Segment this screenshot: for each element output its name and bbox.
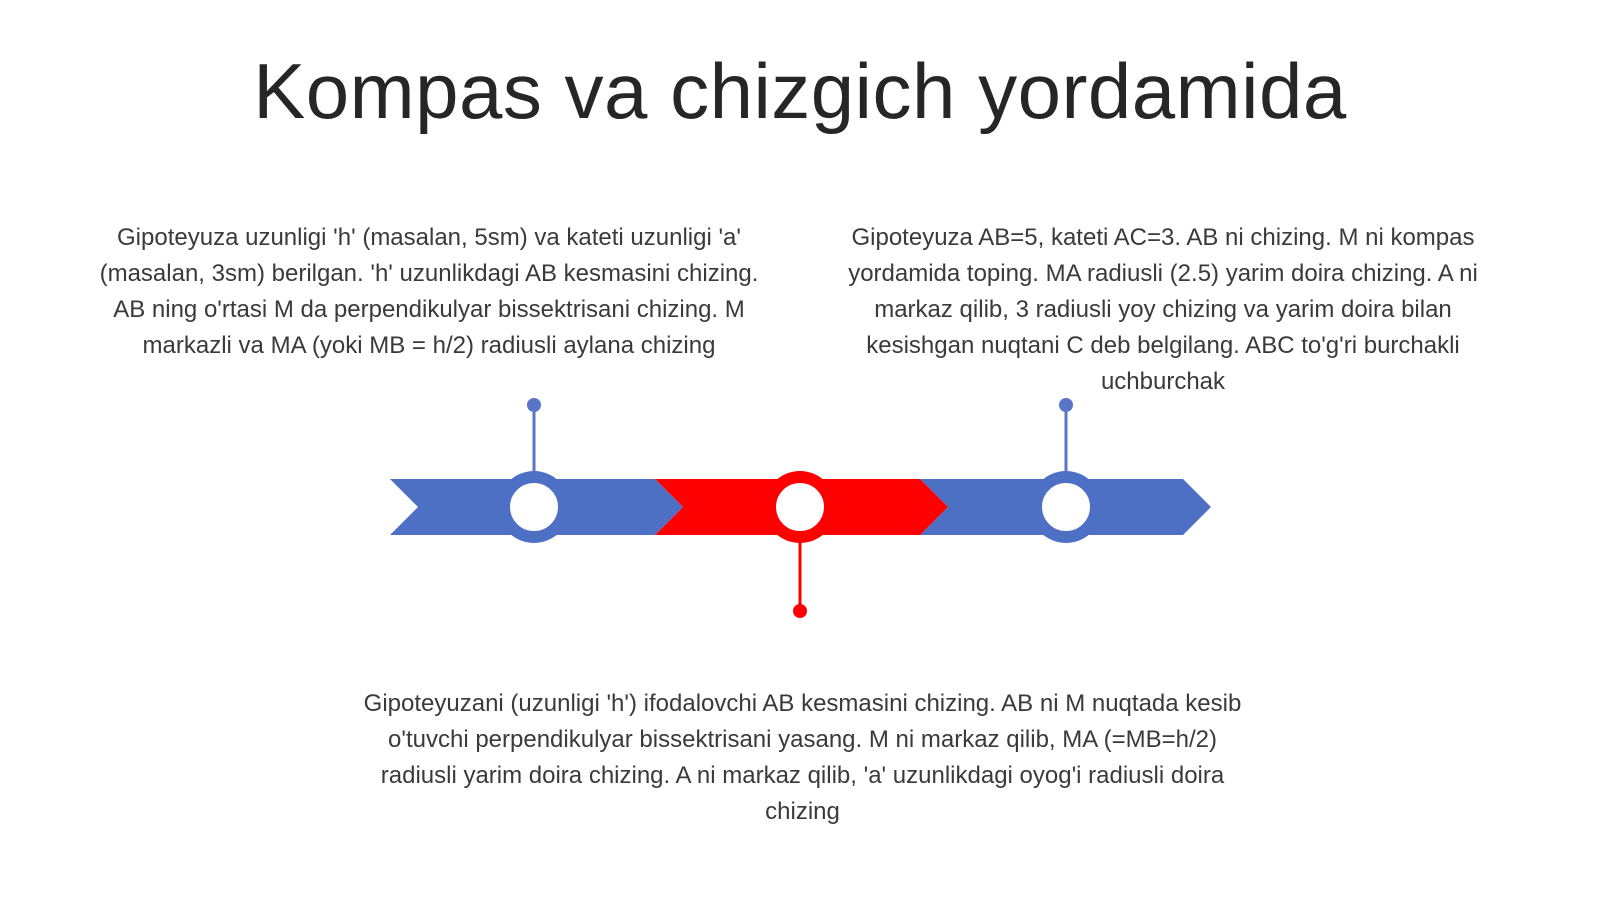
milestone-1-caption: Gipoteyuza uzunligi 'h' (masalan, 5sm) va kateti uzunligi 'a' (masalan, 3sm) berilgan. 'h' uzunlikdagi AB kesmasini chizing. AB ning o'rtasi M da perpendikulyar bissektrisani chizing. M markazli va MA (yoki MB = h/2) radiusli aylana chizing bbox=[99, 224, 759, 359]
slide-title: Kompas va chizgich yordamida bbox=[253, 47, 1347, 135]
milestone-3-ring-inner bbox=[1048, 489, 1084, 525]
milestone-1-ring-inner bbox=[516, 489, 552, 525]
milestone-2-pin-dot bbox=[793, 604, 807, 618]
milestone-2-ring-inner bbox=[782, 489, 818, 525]
milestone-1-pin-dot bbox=[527, 398, 541, 412]
milestone-3-pin-dot bbox=[1059, 398, 1073, 412]
milestone-2-caption: Gipoteyuzani (uzunligi 'h') ifodalovchi AB kesmasini chizing. AB ni M nuqtada kesib o'tuvchi perpendikulyar bissektrisani yasang. M ni markaz qilib, MA (=MB=h/2) radiusli yarim doira chizing. A ni markaz qilib, 'a' uzunlikdagi oyog'i radiusli doira chizing bbox=[363, 690, 1242, 825]
milestone-3-caption: Gipoteyuza AB=5, kateti AC=3. AB ni chizing. M ni kompas yordamida toping. MA radiusli (2.5) yarim doira chizing. A ni markaz qilib, 3 radiusli yoy chizing va yarim doira bilan kesishgan nuqtani C deb belgilang. ABC to'g'ri burchakli uchburchak bbox=[848, 224, 1478, 395]
